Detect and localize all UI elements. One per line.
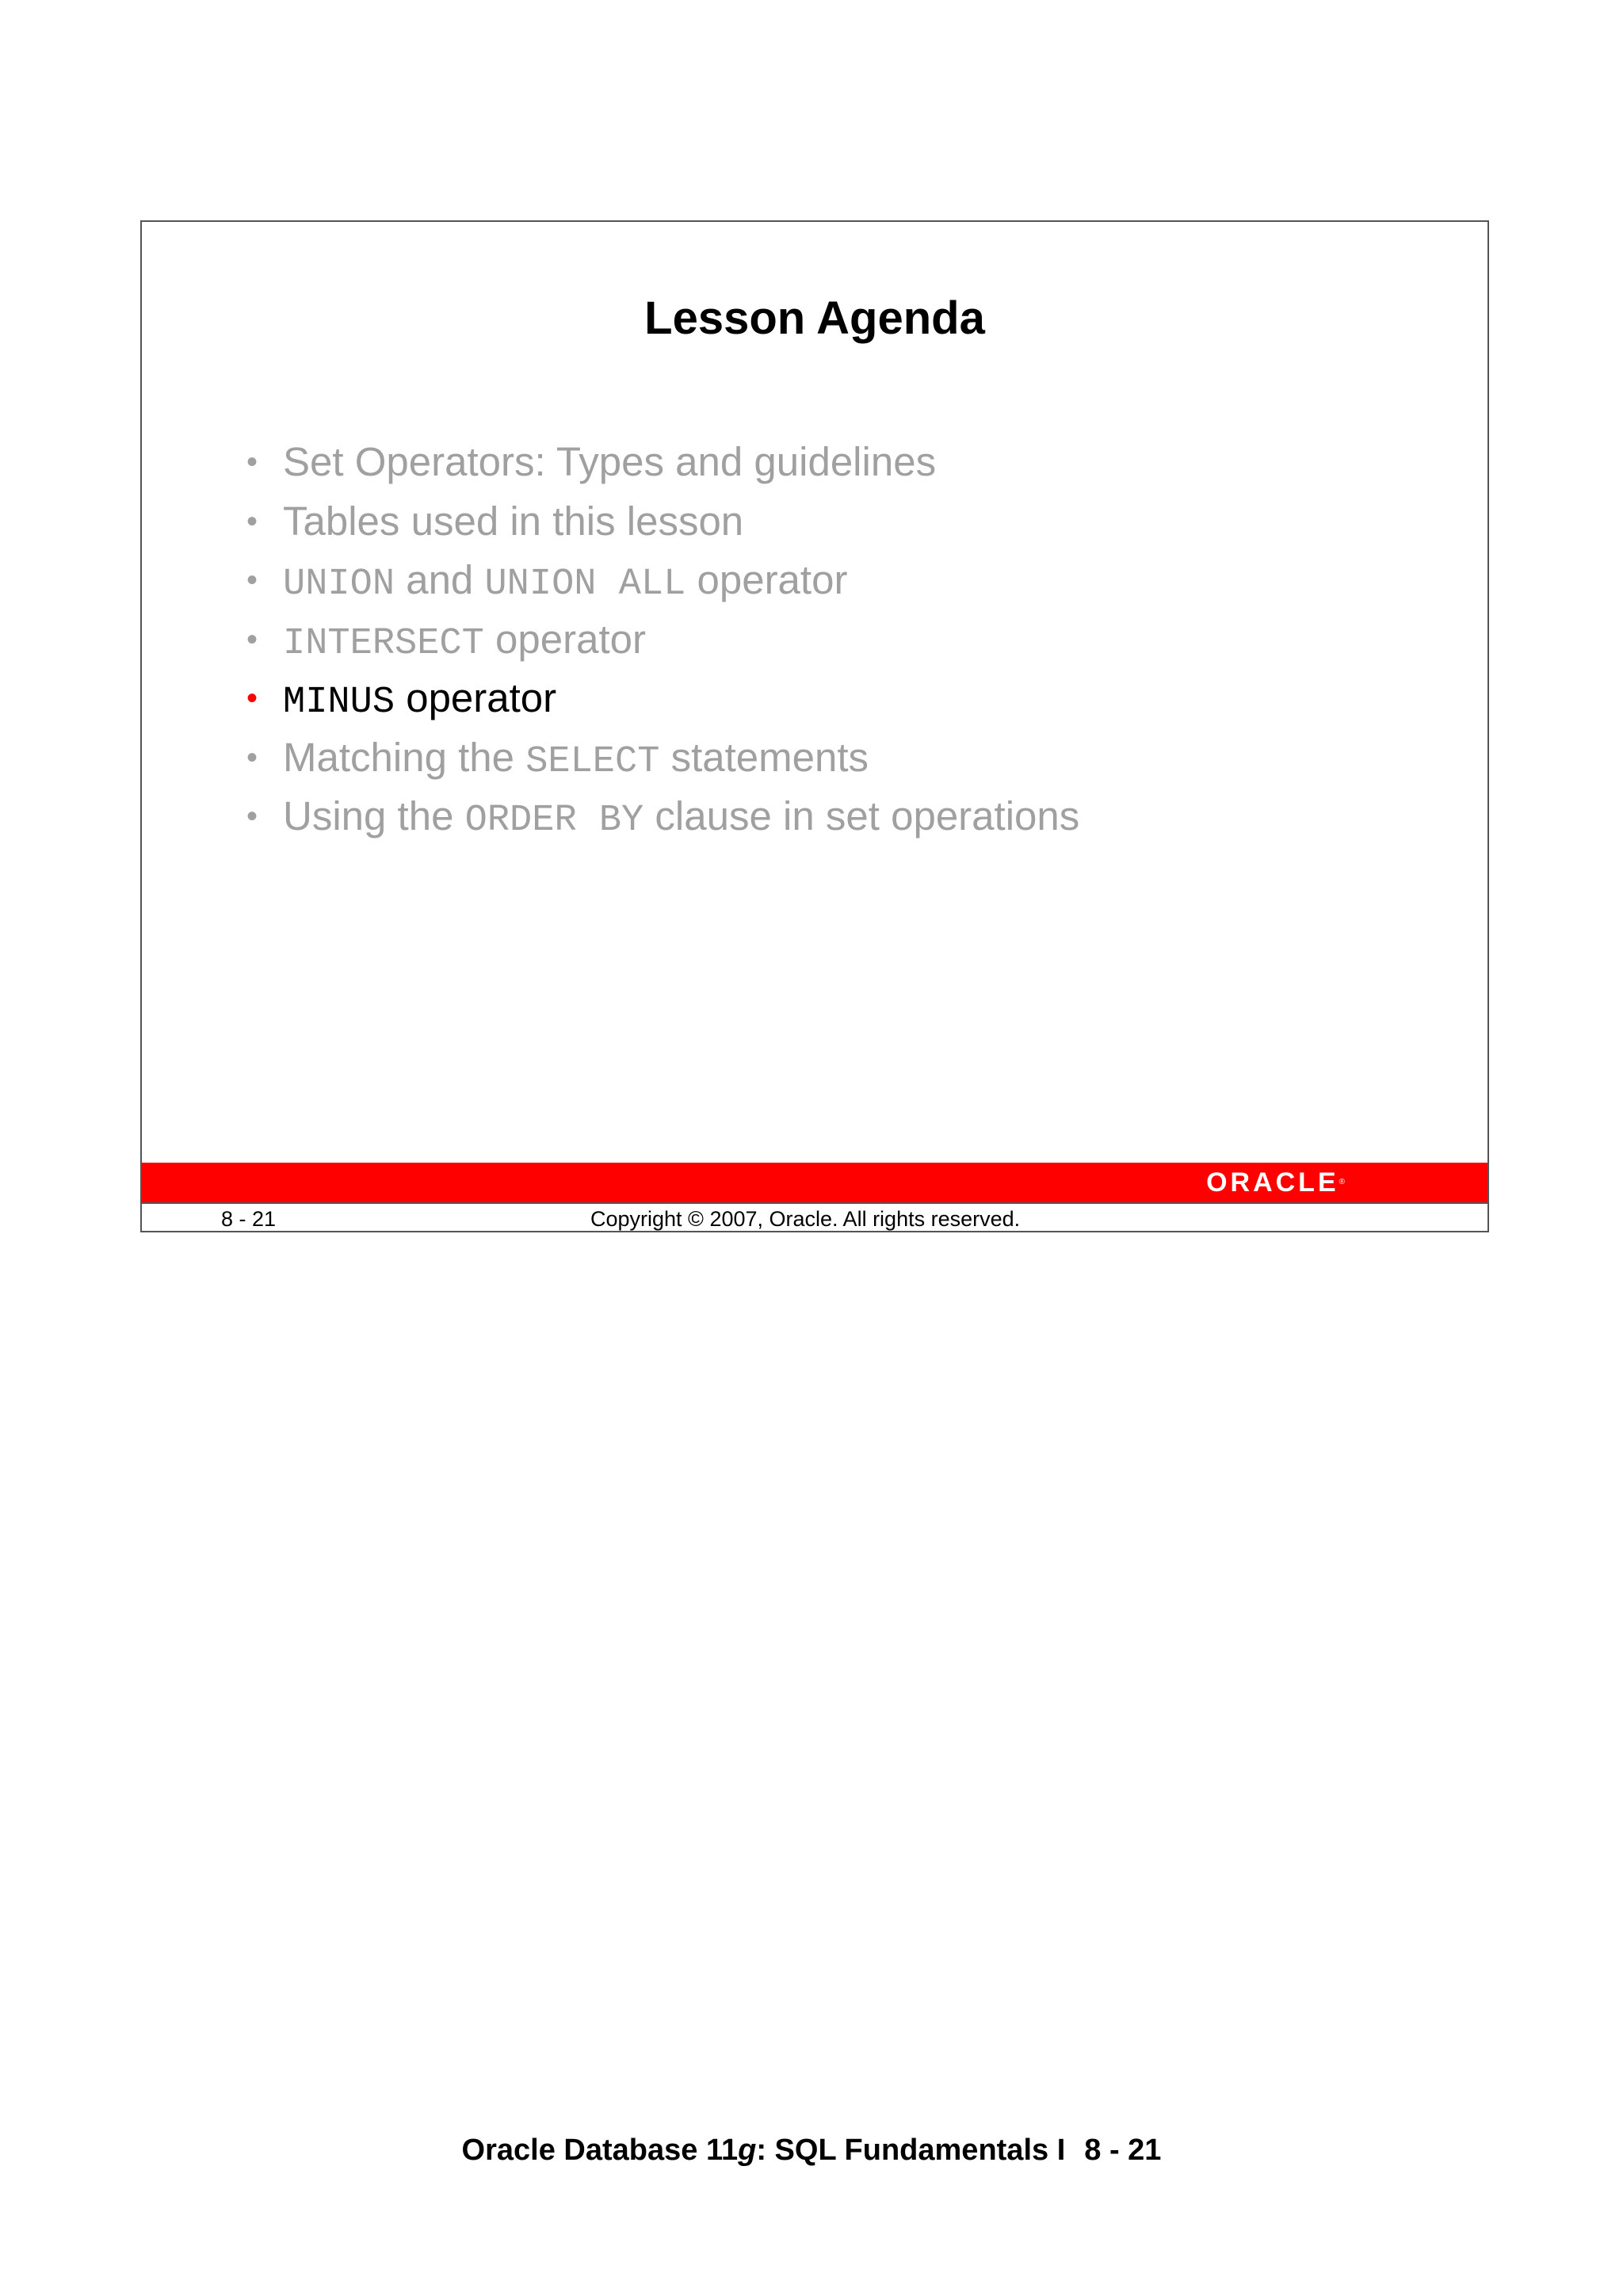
code-keyword: ORDER BY	[464, 800, 644, 842]
agenda-text: operator	[395, 675, 557, 720]
code-keyword: UNION	[283, 563, 395, 606]
course-title-italic: g	[738, 2134, 757, 2167]
code-keyword: INTERSECT	[283, 622, 484, 665]
code-keyword: SELECT	[525, 740, 660, 783]
bullet-icon: •	[246, 503, 258, 539]
agenda-item	[246, 669, 1079, 728]
agenda-text: operator	[685, 557, 848, 602]
bullet-icon: •	[246, 739, 258, 775]
copyright-text: Copyright © 2007, Oracle. All rights reserved.	[590, 1207, 1021, 1231]
slide-footer	[142, 1202, 1487, 1232]
page-footer	[0, 2134, 1623, 2168]
agenda-item	[246, 492, 1079, 552]
bullet-icon: •	[246, 621, 258, 657]
agenda-text: operator	[483, 616, 646, 662]
agenda-text: Matching the	[283, 734, 526, 780]
agenda-item	[246, 610, 1079, 670]
agenda-list	[246, 433, 1079, 846]
course-title-suffix: : SQL Fundamentals I	[756, 2134, 1066, 2167]
course-title-prefix: Oracle Database 11	[461, 2134, 739, 2167]
agenda-text: statements	[659, 734, 869, 780]
slide-frame	[140, 220, 1489, 1232]
registered-mark: ®	[1338, 1178, 1345, 1186]
agenda-text: and	[395, 557, 485, 602]
slide-number: 8 - 21	[221, 1207, 277, 1231]
agenda-text: clause in set operations	[643, 793, 1080, 839]
agenda-item	[246, 728, 1079, 788]
page-number: 8 - 21	[1084, 2134, 1162, 2167]
bullet-icon: •	[246, 445, 258, 479]
code-keyword: MINUS	[283, 682, 395, 724]
agenda-item	[246, 787, 1079, 846]
bullet-icon: •	[246, 563, 258, 598]
agenda-text: Tables used in this lesson	[283, 498, 744, 544]
oracle-logo	[1206, 1167, 1345, 1198]
agenda-text: Using the	[283, 793, 465, 839]
accent-bar	[142, 1163, 1487, 1202]
code-keyword: UNION ALL	[484, 563, 686, 606]
agenda-item	[246, 433, 1079, 492]
slide-title: Lesson Agenda	[644, 292, 985, 344]
agenda-item	[246, 551, 1079, 610]
bullet-icon: •	[246, 681, 258, 716]
bullet-icon: •	[246, 799, 258, 834]
oracle-logo-text: ORACLE	[1206, 1167, 1339, 1198]
agenda-text: Set Operators: Types and guidelines	[283, 439, 937, 484]
